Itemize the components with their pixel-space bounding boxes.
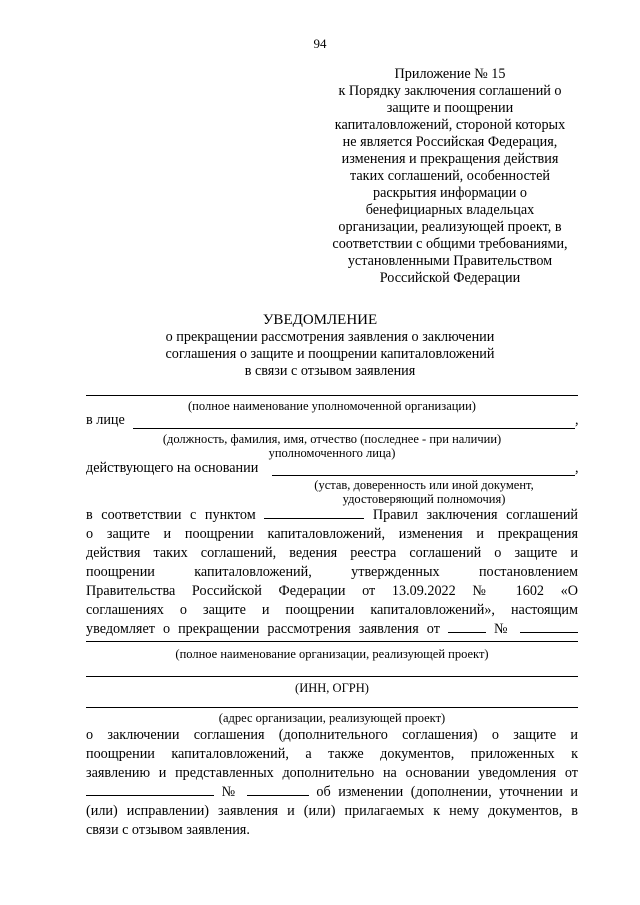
project-org-field[interactable] bbox=[86, 641, 578, 642]
inn-ogrn-caption: (ИНН, ОГРН) bbox=[295, 681, 369, 695]
basis-caption: (устав, доверенность или иной документ, bbox=[314, 478, 534, 492]
body-line: о защите и поощрении капиталовложений, изменения и прекращения bbox=[86, 526, 578, 542]
subtitle-line: в связи с отзывом заявления bbox=[244, 363, 416, 379]
page-number: 94 bbox=[313, 36, 327, 51]
subtitle-line: о прекращении рассмотрения заявления о заключении bbox=[165, 329, 495, 345]
comma: , bbox=[575, 412, 579, 428]
appendix-line: изменения и прекращения действия bbox=[341, 151, 559, 167]
body-line: (или) исправлении) заявления и (или) прилагаемых к нему документов, в bbox=[86, 803, 578, 819]
body-line bbox=[86, 783, 578, 802]
body-line: связи с отзывом заявления. bbox=[86, 822, 250, 838]
appendix-line: Российской Федерации bbox=[379, 270, 521, 286]
comma: , bbox=[575, 460, 579, 476]
body-text: уведомляет о прекращении рассмотрения заявления от bbox=[86, 621, 440, 637]
appendix-line: Приложение № 15 bbox=[394, 66, 506, 82]
body-line: поощрении капиталовложений, утвержденных постановлением bbox=[86, 564, 578, 580]
in-person-label: в лице bbox=[86, 412, 125, 428]
project-org-caption: (полное наименование организации, реализующей проект) bbox=[175, 647, 489, 661]
body-text: № bbox=[493, 621, 512, 637]
appendix-line: раскрытия информации о bbox=[372, 185, 528, 201]
appendix-line: соответствии с общими требованиями, bbox=[332, 236, 568, 252]
appendix-line: к Порядку заключения соглашений о bbox=[338, 83, 562, 99]
body-text: об изменении (дополнении, уточнении и bbox=[316, 784, 579, 800]
org-name-field[interactable] bbox=[86, 395, 578, 396]
in-person-caption: (должность, фамилия, имя, отчество (последнее - при наличии) bbox=[162, 432, 502, 446]
body-line bbox=[86, 506, 578, 525]
body-line: действия таких соглашений, ведения реестра соглашений о защите и bbox=[86, 545, 578, 561]
in-person-caption: уполномоченного лица) bbox=[268, 446, 396, 460]
document-subtitle bbox=[80, 329, 580, 380]
subtitle-line: соглашения о защите и поощрении капиталовложений bbox=[165, 346, 495, 362]
appendix-heading bbox=[315, 66, 585, 287]
application-number-field[interactable] bbox=[520, 620, 578, 633]
address-caption: (адрес организации, реализующей проект) bbox=[218, 711, 446, 725]
body-text: Правил заключения соглашений bbox=[372, 507, 579, 523]
body-line: соглашениях о защите и поощрении капиталовложений», настоящим bbox=[86, 602, 578, 618]
inn-ogrn-field[interactable] bbox=[86, 676, 578, 677]
org-name-caption: (полное наименование уполномоченной организации) bbox=[188, 399, 476, 413]
appendix-line: установленными Правительством bbox=[347, 253, 553, 269]
body-line: Правительства Российской Федерации от 13.09.2022 № 1602 «О bbox=[86, 583, 578, 599]
basis-caption: удостоверяющий полномочия) bbox=[342, 492, 506, 506]
body-text: № bbox=[221, 784, 240, 800]
notice-number-field[interactable] bbox=[247, 783, 309, 796]
basis-label: действующего на основании bbox=[86, 460, 259, 476]
appendix-line: организации, реализующей проект, в bbox=[338, 219, 562, 235]
body-line: поощрении капиталовложений, а также документов, приложенных к bbox=[86, 746, 578, 762]
appendix-line: бенефициарных владельцах bbox=[365, 202, 535, 218]
body-line: заявлению и представленных дополнительно на основании уведомления от bbox=[86, 765, 578, 781]
clause-number-field[interactable] bbox=[264, 506, 364, 519]
appendix-line: таких соглашений, особенностей bbox=[350, 168, 550, 184]
body-text: в соответствии с пунктом bbox=[86, 507, 256, 523]
appendix-line: капиталовложений, стороной которых bbox=[334, 117, 566, 133]
notice-date-field[interactable] bbox=[86, 783, 214, 796]
appendix-line: не является Российская Федерация, bbox=[342, 134, 558, 150]
in-person-field[interactable] bbox=[133, 428, 575, 429]
appendix-line: защите и поощрении bbox=[386, 100, 514, 116]
body-line: о заключении соглашения (дополнительного соглашения) о защите и bbox=[86, 727, 578, 743]
basis-field[interactable] bbox=[272, 475, 575, 476]
application-date-field[interactable] bbox=[448, 620, 486, 633]
body-line bbox=[86, 620, 578, 639]
document-title: УВЕДОМЛЕНИЕ bbox=[262, 312, 378, 328]
address-field[interactable] bbox=[86, 707, 578, 708]
